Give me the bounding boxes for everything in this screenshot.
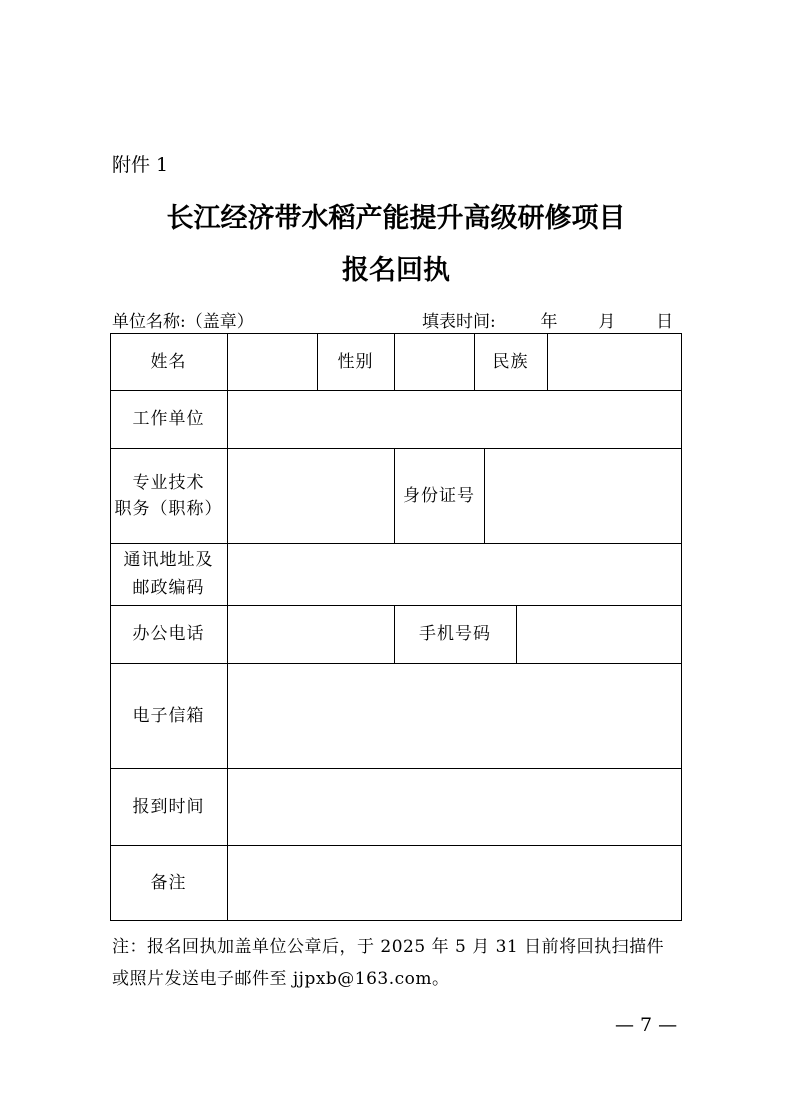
office-phone-label: 办公电话 [132,624,205,644]
id-number-field[interactable] [484,448,681,543]
unit-name-label: 单位名称:（盖章） [112,312,254,332]
professional-title-line2: 职务（职称） [114,498,223,519]
mobile-field[interactable] [516,605,681,663]
report-time-label: 报到时间 [132,796,205,817]
page-number: — 7 — [615,1014,678,1036]
name-field[interactable] [227,333,317,390]
work-unit-label: 工作单位 [132,409,205,429]
ethnicity-label: 民族 [492,351,529,372]
table-border-right [681,333,682,921]
mobile-label: 手机号码 [419,624,491,644]
address-line2: 邮政编码 [132,578,205,598]
month-label: 月 [598,312,616,332]
fill-time-group [422,307,673,332]
year-label: 年 [540,312,558,332]
remarks-label: 备注 [150,872,187,893]
fill-time-label: 填表时间: [422,312,496,332]
report-time-field[interactable] [227,768,681,845]
address-line1: 通讯地址及 [123,550,214,570]
gender-field[interactable] [394,333,474,390]
document-subtitle: 报名回执 [342,255,450,286]
office-phone-field[interactable] [227,605,394,663]
address-label [110,543,227,605]
professional-title-line1: 专业技术 [132,472,205,493]
id-number-label: 身份证号 [403,485,475,506]
day-label: 日 [656,312,674,332]
address-field[interactable] [227,543,681,605]
email-field[interactable] [227,663,681,768]
email-label: 电子信箱 [132,705,205,726]
ethnicity-field[interactable] [547,333,681,390]
gender-label: 性别 [337,351,374,372]
professional-title-label [110,448,227,543]
name-label: 姓名 [150,351,187,372]
document-title: 长江经济带水稻产能提升高级研修项目 [166,203,626,234]
note-line-1: 注：报名回执加盖单位公章后，于 2025 年 5 月 31 日前将回执扫描件 [112,937,665,957]
work-unit-field[interactable] [227,390,681,448]
registration-form-table [110,333,682,921]
table-border-bottom [110,920,682,921]
note-line-2: 或照片发送电子邮件至 jjpxb@163.com。 [112,969,450,989]
attachment-label: 附件 1 [112,154,169,176]
remarks-field[interactable] [227,845,681,920]
professional-title-field[interactable] [227,448,394,543]
